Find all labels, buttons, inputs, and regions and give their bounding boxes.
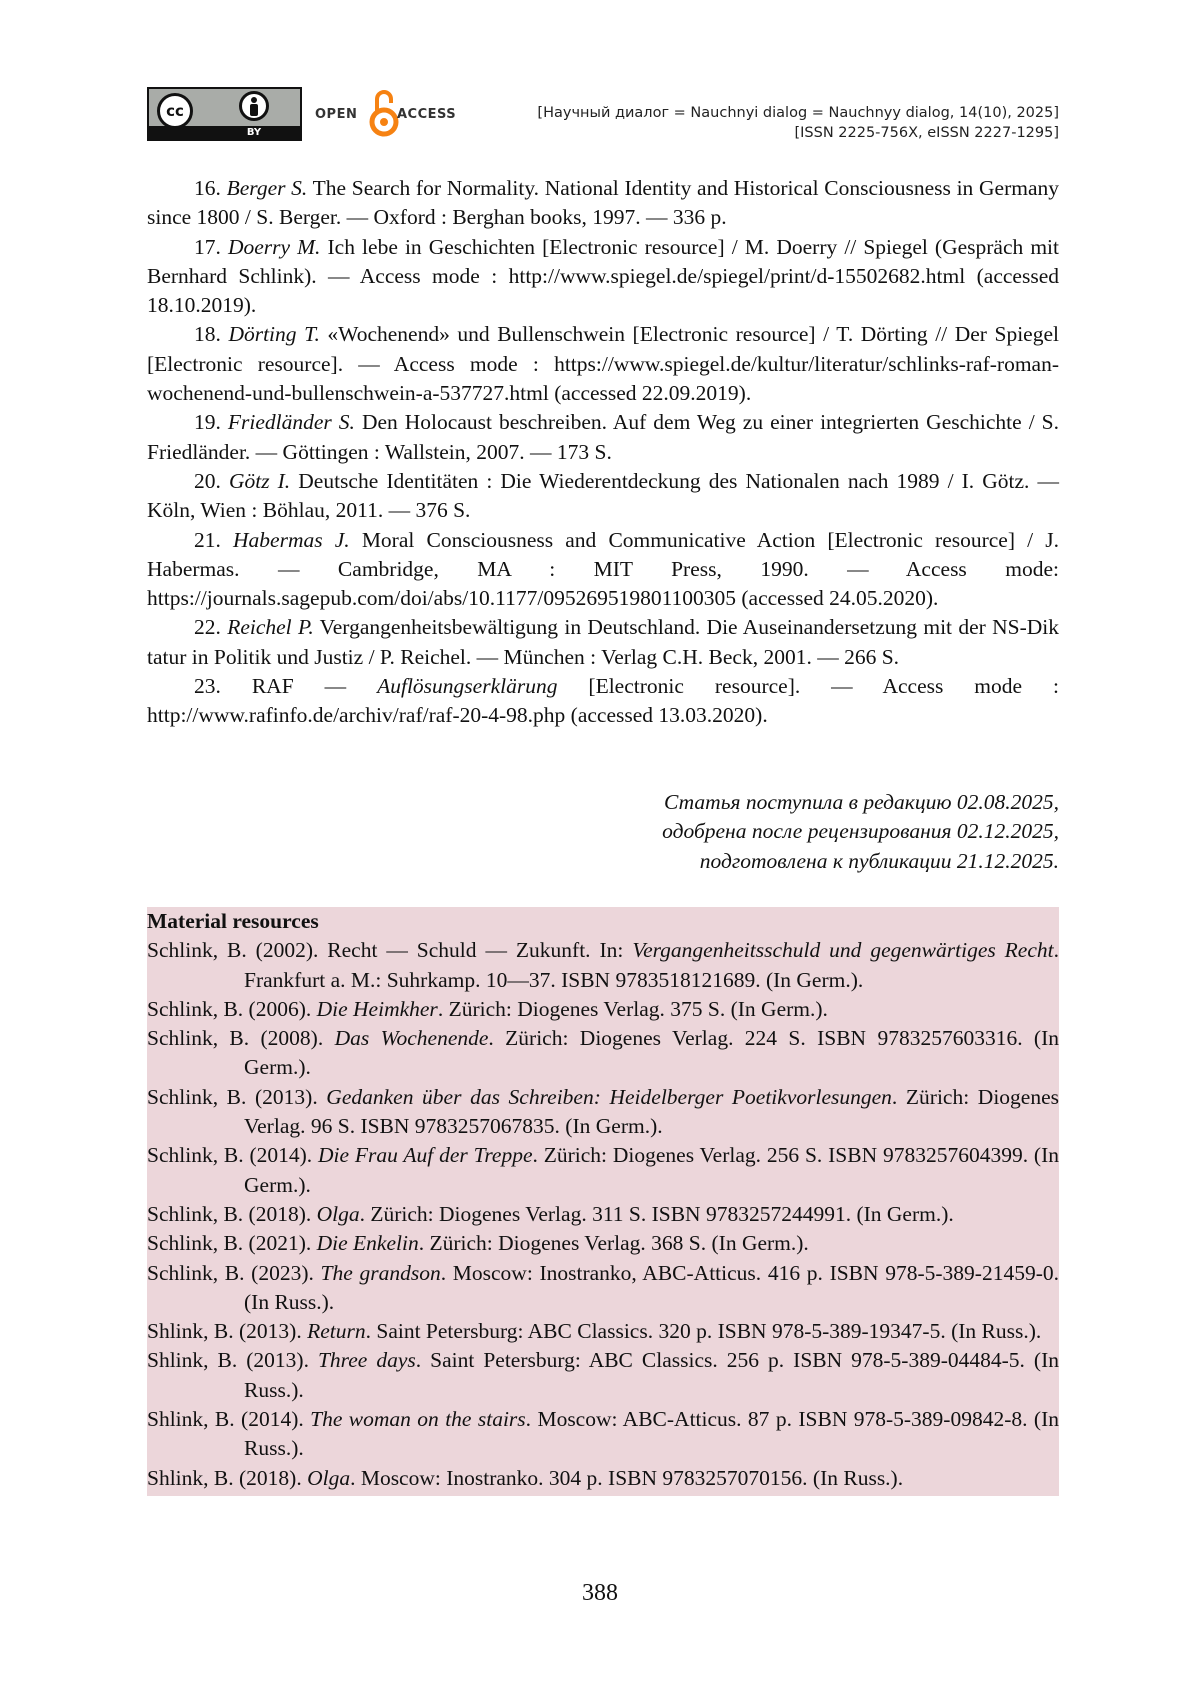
material-item: Shlink, B. (2014). The woman on the stairs. Moscow: ABC-Atticus. 87 p. ISBN 978-5-389-09842-8. (In Russ.). xyxy=(147,1407,1059,1461)
reference-item: 17. Doerry M. Ich lebe in Geschichten [Electronic resource] / M. Doerry // Spiegel (Gespräch mit Bernhard Schlink). — Access mode : http://www.spiegel.de/spiegel/print/d-15502682.html (accessed 18.10.2019). xyxy=(147,234,1060,318)
material-item: Shlink, B. (2018). Olga. Moscow: Inostranko. 304 p. ISBN 9783257070156. (In Russ.). xyxy=(147,1465,904,1490)
journal-citation xyxy=(537,103,1059,143)
reference-item: 21. Habermas J. Moral Consciousness and Communicative Action [Electronic resource] / J. Habermas. — Cambridge, MA : MIT Press, 1990. — Access mode: https://journals.sagepub.com/doi/abs/10.1177/095269519801100305 (accessed 24.05.2020). xyxy=(147,527,1060,611)
page-number: 388 xyxy=(582,1580,618,1606)
material-resources-section xyxy=(147,907,1059,1496)
material-item: Schlink, B. (2008). Das Wochenende. Zürich: Diogenes Verlag. 224 S. ISBN 9783257603316. (In Germ.). xyxy=(147,1026,1059,1080)
reference-item: 18. Dörting T. «Wochenend» und Bullenschwein [Electronic resource] / T. Dörting // Der Spiegel [Electronic resource]. — Access mode : https://www.spiegel.de/kultur/literatur/schlinks-raf-roman-wochenend-und-bullenschwein-a-537727.html (accessed 22.09.2019). xyxy=(147,322,1059,406)
attribution-person-icon xyxy=(239,91,269,121)
reference-author: Reichel P. xyxy=(227,615,314,640)
issn-line: [ISSN 2225-756X, eISSN 2227-1295] xyxy=(794,125,1059,141)
date-approved: одобрена после рецензирования 02.12.2025, xyxy=(662,819,1059,844)
reference-author: Berger S. xyxy=(226,176,308,200)
reference-item: 22. Reichel P. Vergangenheitsbewältigung in Deutschland. Die Auseinandersetzung mit der NS-Dik tatur in Politik und Justiz / P. Reichel. — München : Verlag C.H. Beck, 2001. — 266 S. xyxy=(147,615,1059,669)
reference-list xyxy=(147,174,1059,731)
open-access-word-access: ACCESS xyxy=(397,107,457,122)
reference-item: 19. Friedländer S. Den Holocaust beschreiben. Auf dem Weg zu einer integrierten Geschichte / S. Friedländer. — Göttingen : Wallstein, 2007. — 173 S. xyxy=(147,410,1060,464)
license-by-label: BY xyxy=(246,127,262,138)
material-item: Shlink, B. (2013). Three days. Saint Petersburg: ABC Classics. 256 p. ISBN 978-5-389-04484-5. (In Russ.). xyxy=(147,1348,1059,1402)
material-resources-heading: Material resources xyxy=(147,909,319,933)
creative-commons-icon: cc xyxy=(157,93,193,129)
article-dates xyxy=(662,788,1059,876)
material-item: Schlink, B. (2023). The grandson. Moscow: Inostranko, ABC-Atticus. 416 p. ISBN 978-5-389-21459-0. (In Russ.). xyxy=(147,1260,1059,1314)
date-received: Статья поступила в редакцию 02.08.2025, xyxy=(663,790,1059,814)
open-access-logo[interactable] xyxy=(315,85,465,141)
material-item: Shlink, B. (2013). Return. Saint Petersburg: ABC Classics. 320 p. ISBN 978-5-389-19347-5. (In Russ.). xyxy=(147,1319,1042,1344)
material-item: Schlink, B. (2002). Recht — Schuld — Zukunft. In: Vergangenheitsschuld und gegenwärtiges Recht. Frankfurt a. M.: Suhrkamp. 10—37. ISBN 9783518121689. (In Germ.). xyxy=(147,938,1059,992)
material-item: Schlink, B. (2014). Die Frau Auf der Treppe. Zürich: Diogenes Verlag. 256 S. ISBN 9783257604399. (In Germ.). xyxy=(147,1143,1060,1197)
open-access-lock-icon xyxy=(369,85,399,139)
reference-title: Auflösungserklärung xyxy=(377,674,558,699)
material-item: Schlink, B. (2006). Die Heimkher. Zürich: Diogenes Verlag. 375 S. (In Germ.). xyxy=(147,996,828,1021)
page-header xyxy=(147,85,1059,147)
reference-author: Habermas J. xyxy=(233,527,350,552)
material-item: Schlink, B. (2018). Olga. Zürich: Diogenes Verlag. 311 S. ISBN 9783257244991. (In Germ.). xyxy=(147,1201,954,1226)
reference-author: Dörting T. xyxy=(228,322,320,347)
material-item: Schlink, B. (2021). Die Enkelin. Zürich: Diogenes Verlag. 368 S. (In Germ.). xyxy=(147,1231,809,1256)
journal-title-line: [Научный диалог = Nauchnyi dialog = Nauchnyy dialog, 14(10), 2025] xyxy=(537,105,1059,121)
reference-item: 16. Berger S. The Search for Normality. National Identity and Historical Consciousness in Germany since 1800 / S. Berger. — Oxford : Berghan books, 1997. — 336 p. xyxy=(147,176,1059,230)
cc-by-license-badge[interactable] xyxy=(147,87,302,141)
reference-item: 20. Götz I. Deutsche Identitäten : Die Wiederentdeckung des Nationalen nach 1989 / I. Götz. — Köln, Wien : Böhlau, 2011. — 376 S. xyxy=(147,468,1059,523)
reference-author: Friedländer S. xyxy=(227,410,355,435)
date-prepared: подготовлена к публикации 21.12.2025. xyxy=(699,848,1059,873)
reference-author: Doerry M. xyxy=(227,234,321,259)
reference-author: Götz I. xyxy=(228,468,291,493)
reference-item: 23. RAF — Auflösungserklärung [Electronic resource]. — Access mode : http://www.rafinfo.de/archiv/raf/raf-20-4-98.php (accessed 13.03.2020). xyxy=(147,674,1060,728)
open-access-word-open: OPEN xyxy=(315,107,358,122)
material-item: Schlink, B. (2013). Gedanken über das Schreiben: Heidelberger Poetikvorlesungen. Zürich: Diogenes Verlag. 96 S. ISBN 9783257067835. (In Germ.). xyxy=(147,1084,1059,1139)
